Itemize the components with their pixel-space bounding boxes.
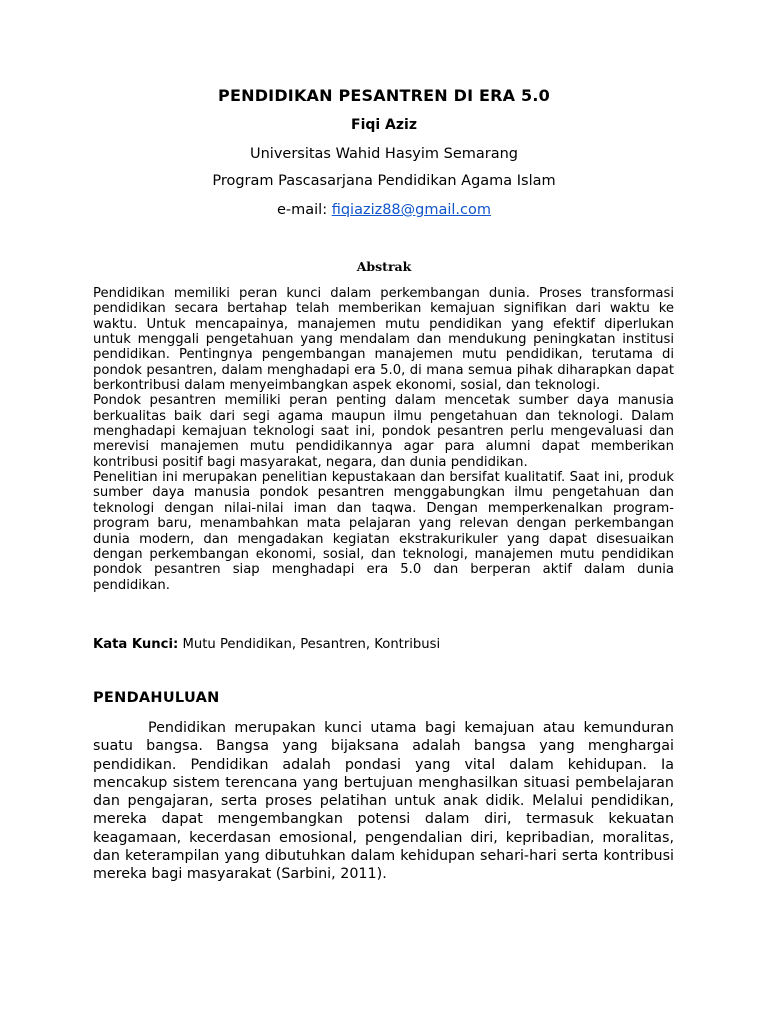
- author-name: Fiqi Aziz: [351, 117, 417, 133]
- email-link[interactable]: fiqiaziz88@gmail.com: [331, 202, 492, 218]
- paper-title: PENDIDIKAN PESANTREN DI ERA 5.0: [218, 86, 550, 105]
- keywords-text: Mutu Pendidikan, Pesantren, Kontribusi: [178, 637, 441, 652]
- keywords-label: Kata Kunci:: [93, 637, 179, 652]
- abstract-paragraph: Pondok pesantren memiliki peran penting dalam mencetak sumber daya manusia berkualitas baik dari segi agama maupun ilmu pengetahuan dan teknologi. Dalam menghadapi kemajuan teknologi saat ini, pondok pesantren perlu mengevaluasi dan merevisi manajemen mutu pendidikannya agar para alumni dapat memberikan kontribusi positif bagi masyarakat, negara, dan dunia pendidikan.: [93, 393, 674, 470]
- affiliation-university: Universitas Wahid Hasyim Semarang: [249, 146, 518, 162]
- introduction-body: [93, 719, 674, 884]
- keywords-line: [93, 637, 440, 652]
- abstract-body: [93, 286, 674, 593]
- abstract-paragraph: Pendidikan memiliki peran kunci dalam perkembangan dunia. Proses transformasi pendidikan secara bertahap telah memberikan kemajuan signifikan dari waktu ke waktu. Untuk mencapainya, manajemen mutu pendidikan yang efektif diperlukan untuk menggali pengetahuan yang mendalam dan mendukung peningkatan institusi pendidikan. Pentingnya pengembangan manajemen mutu pendidikan, terutama di pondok pesantren, dalam menghadapi era 5.0, di mana semua pihak diharapkan dapat berkontribusi dalam menyeimbangkan aspek ekonomi, sosial, dan teknologi.: [93, 286, 674, 394]
- email-line: [0, 202, 768, 218]
- abstract-heading: Abstrak: [356, 259, 412, 274]
- section-heading-introduction: PENDAHULUAN: [93, 690, 220, 706]
- introduction-paragraph: Pendidikan merupakan kunci utama bagi kemajuan atau kemunduran suatu bangsa. Bangsa yang bijaksana adalah bangsa yang menghargai pendidikan. Pendidikan adalah pondasi yang vital dalam kehidupan. Ia mencakup sistem terencana yang bertujuan menghasilkan situasi pembelajaran dan pengajaran, serta proses pelatihan untuk anak didik. Melalui pendidikan, mereka dapat mengembangkan potensi dalam diri, termasuk kekuatan keagamaan, kecerdasan emosional, pengendalian diri, kepribadian, moralitas, dan keterampilan yang dibutuhkan dalam kehidupan sehari-hari serta kontribusi mereka bagi masyarakat (Sarbini, 2011).: [93, 720, 674, 883]
- email-label: e-mail:: [276, 202, 332, 218]
- affiliation-program: Program Pascasarjana Pendidikan Agama Islam: [212, 173, 556, 189]
- abstract-paragraph: Penelitian ini merupakan penelitian kepustakaan dan bersifat kualitatif. Saat ini, produk sumber daya manusia pondok pesantren menggabungkan ilmu pengetahuan dan teknologi dengan nilai-nilai iman dan taqwa. Dengan memperkenalkan program-program baru, menambahkan mata pelajaran yang relevan dengan perkembangan dunia modern, dan mengadakan kegiatan ekstrakurikuler yang dapat disesuaikan dengan perkembangan ekonomi, sosial, dan teknologi, manajemen mutu pendidikan pondok pesantren siap menghadapi era 5.0 dan berperan aktif dalam dunia pendidikan.: [93, 470, 674, 593]
